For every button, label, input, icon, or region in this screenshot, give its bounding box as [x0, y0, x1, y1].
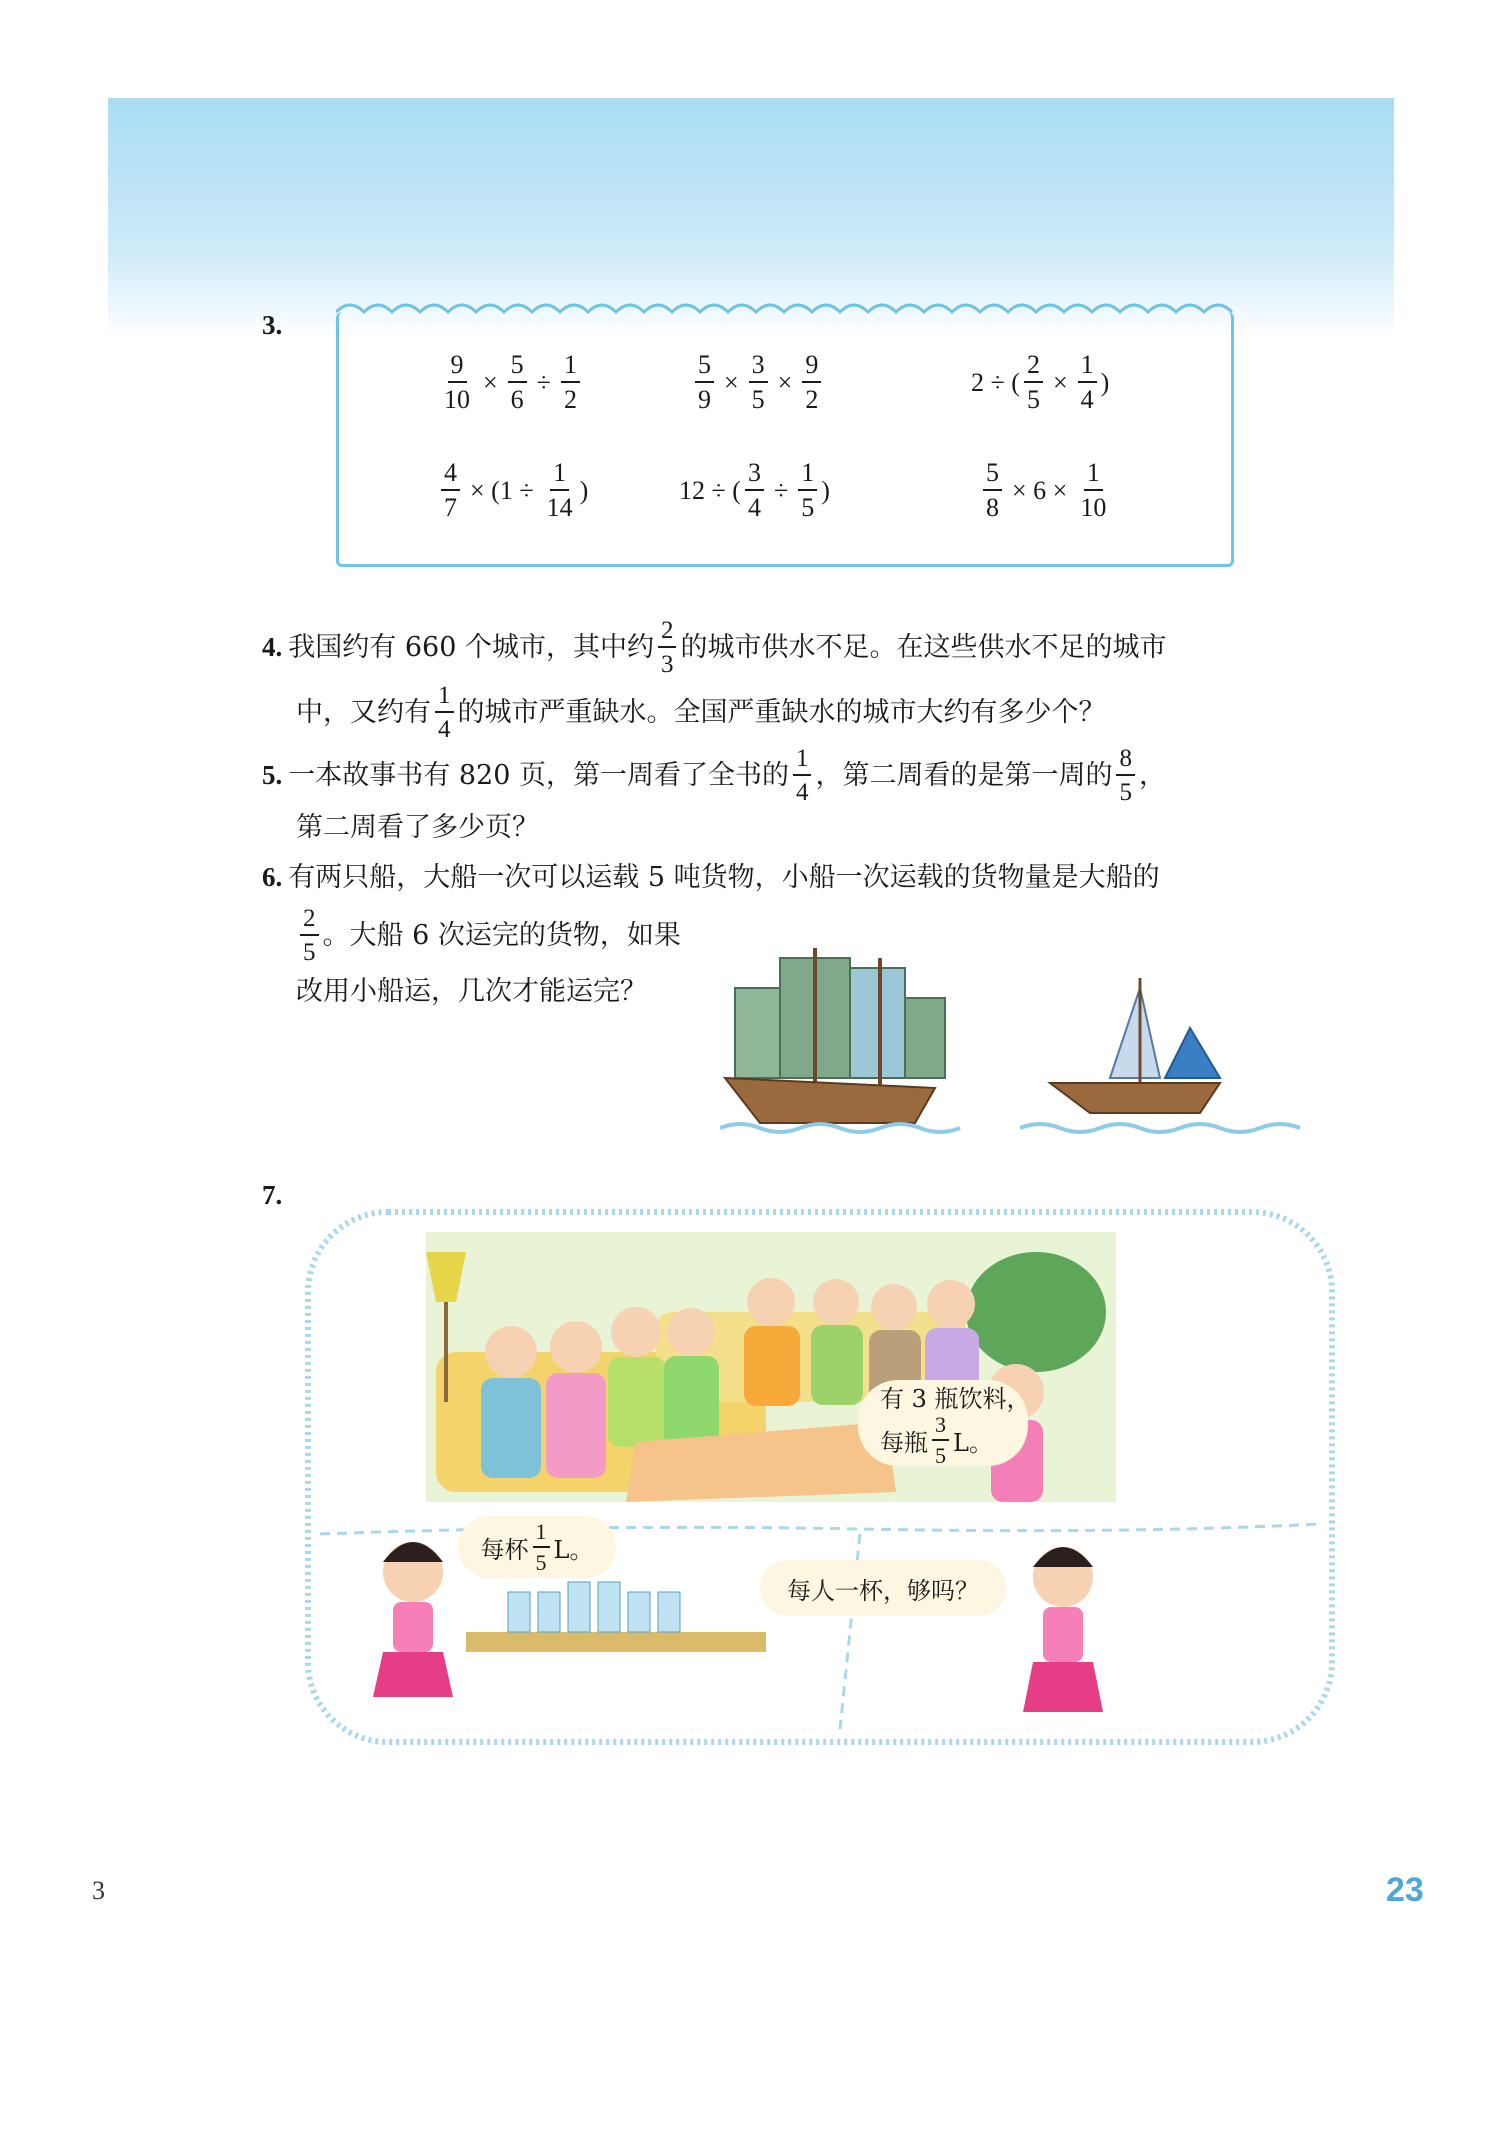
- denominator: 5: [801, 493, 815, 522]
- question-text: ，: [1138, 759, 1166, 791]
- fraction: [561, 352, 580, 413]
- numerator: 3: [749, 352, 768, 383]
- scallop-border-decoration: [336, 300, 1234, 320]
- denominator: 6: [510, 385, 524, 414]
- expression-suffix: ): [821, 475, 830, 505]
- numerator: 5: [695, 352, 714, 383]
- plant-icon: [966, 1252, 1106, 1372]
- small-sailboat-icon: [1050, 978, 1220, 1113]
- question-text: 的城市严重缺水。全国严重缺水的城市大约有多少个？: [457, 696, 1106, 728]
- fraction: [1078, 352, 1097, 413]
- fraction: [745, 460, 764, 521]
- water-wave: [1020, 1124, 1300, 1132]
- question-6-line-2: [296, 906, 681, 965]
- numerator: 5: [983, 460, 1002, 491]
- fraction: [658, 618, 677, 677]
- girl-with-cups-illustration: [358, 1522, 778, 1732]
- cups-icon: [508, 1582, 680, 1632]
- question-text: 中，又约有: [296, 696, 431, 728]
- fraction: [544, 460, 576, 521]
- fraction: [983, 460, 1002, 521]
- bubble-text: L。: [553, 1535, 594, 1564]
- question-6-number: 6.: [262, 862, 283, 892]
- question-7-number: 7.: [262, 1180, 283, 1210]
- expression-5: [679, 460, 830, 521]
- numerator: 1: [793, 746, 812, 776]
- large-ship-icon: [725, 948, 945, 1123]
- numerator: 1: [798, 460, 817, 491]
- calculation-box: [336, 312, 1234, 567]
- living-room-illustration: [426, 1232, 1116, 1502]
- fraction: [749, 352, 768, 413]
- footer-mark: 3: [92, 1876, 105, 1905]
- question-5-line-1: [262, 746, 1166, 805]
- operator: ×: [777, 367, 793, 397]
- question-text: 改用小船运，几次才能运完？: [296, 976, 647, 1007]
- fraction: [1077, 460, 1109, 521]
- fraction: [802, 352, 821, 413]
- fraction: [1024, 352, 1043, 413]
- question-5-line-2: [296, 808, 539, 847]
- denominator: 4: [747, 493, 761, 522]
- textbook-page: [108, 98, 1424, 1909]
- question-5-number: 5.: [262, 759, 283, 790]
- denominator: 4: [795, 779, 809, 806]
- expression-4: [437, 460, 588, 521]
- numerator: 1: [1084, 460, 1103, 491]
- expression-suffix: ): [579, 475, 589, 505]
- ships-illustration: [720, 938, 1360, 1138]
- question-text: 第二周看了多少页？: [296, 812, 539, 843]
- numerator: 2: [1024, 352, 1043, 383]
- water-wave: [720, 1124, 960, 1132]
- denominator: 10: [1080, 493, 1107, 522]
- operator: × (1 ÷: [470, 475, 534, 505]
- numerator: 4: [441, 460, 460, 491]
- fraction: [441, 352, 473, 413]
- operator: ÷: [773, 475, 789, 505]
- operator: ÷: [536, 367, 551, 397]
- question-text: 的城市供水不足。在这些供水不足的城市: [680, 631, 1167, 663]
- numerator: 1: [1078, 352, 1097, 383]
- question-6-line-3: [296, 972, 647, 1011]
- fraction: [435, 683, 454, 742]
- numerator: 1: [561, 352, 580, 383]
- fraction: [793, 746, 812, 805]
- numerator: 1: [533, 1521, 550, 1548]
- speech-bubble-bottles: [858, 1380, 1031, 1468]
- operator: ×: [483, 367, 498, 397]
- bubble-text: 每瓶: [880, 1429, 928, 1457]
- question-6-line-1: [262, 858, 1160, 897]
- denominator: 8: [986, 493, 999, 522]
- bubble-text: L。: [953, 1429, 993, 1457]
- fraction: [932, 1414, 949, 1467]
- question-text: 我国约有 660 个城市，其中约: [288, 631, 654, 663]
- question-text: 。大船 6 次运完的货物，如果: [322, 919, 681, 951]
- operator: ×: [1052, 367, 1068, 397]
- denominator: 5: [303, 939, 316, 966]
- expression-prefix: 2 ÷ (: [971, 367, 1020, 397]
- fraction: [695, 352, 714, 413]
- question-4-number: 4.: [262, 631, 283, 662]
- operator: × 6 ×: [1012, 475, 1068, 505]
- thinking-girl-illustration: [1008, 1532, 1118, 1732]
- question-text: 一本故事书有 820 页，第一周看了全书的: [288, 759, 789, 791]
- numerator: 9: [448, 352, 467, 383]
- bubble-text: 有 3 瓶饮料，: [880, 1385, 1031, 1413]
- numerator: 3: [745, 460, 764, 491]
- numerator: 1: [550, 460, 569, 491]
- speech-bubble-question: [760, 1560, 1006, 1616]
- question-text: ，第二周看的是第一周的: [815, 759, 1113, 791]
- fraction: [300, 906, 319, 965]
- denominator: 5: [751, 385, 765, 414]
- denominator: 5: [1119, 779, 1132, 806]
- numerator: 2: [300, 906, 319, 936]
- question-3-number: 3.: [262, 310, 283, 340]
- numerator: 1: [435, 683, 454, 713]
- numerator: 2: [658, 618, 677, 648]
- denominator: 5: [935, 1443, 946, 1468]
- table: [466, 1632, 766, 1652]
- denominator: 9: [698, 385, 711, 414]
- bubble-text: 每人一杯，够吗？: [787, 1576, 979, 1605]
- denominator: 5: [535, 1549, 547, 1575]
- denominator: 10: [444, 385, 470, 414]
- question-4-line-2: [296, 683, 1106, 742]
- numerator: 8: [1116, 746, 1135, 776]
- bubble-text: 每杯: [480, 1535, 529, 1564]
- expression-2: [691, 352, 825, 413]
- denominator: 2: [563, 385, 577, 414]
- denominator: 7: [444, 493, 457, 522]
- expression-prefix: 12 ÷ (: [679, 475, 741, 505]
- expression-3: [971, 352, 1109, 413]
- fraction: [798, 460, 817, 521]
- question-4-line-1: [262, 618, 1166, 677]
- fraction: [508, 352, 527, 413]
- denominator: 4: [1080, 385, 1094, 414]
- expression-suffix: ): [1100, 367, 1110, 397]
- page-number: 23: [1386, 1871, 1424, 1909]
- numerator: 9: [802, 352, 821, 383]
- expression-6: [979, 460, 1113, 521]
- numerator: 5: [508, 352, 527, 383]
- denominator: 3: [660, 651, 674, 678]
- denominator: 14: [546, 493, 573, 522]
- expression-1: [437, 352, 584, 413]
- denominator: 5: [1026, 385, 1040, 414]
- fraction: [1116, 746, 1135, 805]
- operator: ×: [724, 367, 739, 397]
- denominator: 2: [805, 385, 819, 414]
- denominator: 4: [438, 716, 451, 743]
- question-text: 有两只船，大船一次可以运载 5 吨货物，小船一次运载的货物量是大船的: [288, 862, 1160, 893]
- numerator: 3: [932, 1414, 949, 1441]
- fraction: [441, 460, 460, 521]
